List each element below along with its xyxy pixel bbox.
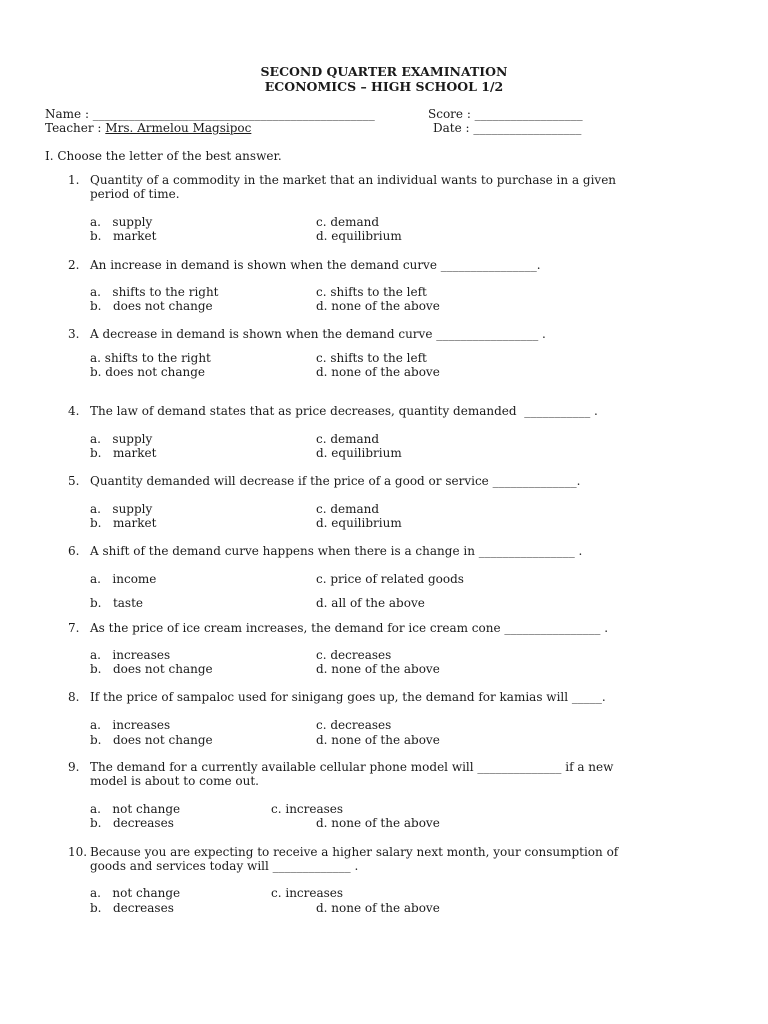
date-field: Date : __________________ bbox=[433, 121, 582, 135]
choice-b: b. does not change bbox=[90, 299, 213, 313]
question-number: 8. bbox=[68, 690, 80, 704]
choice-a: a. shifts to the right bbox=[90, 351, 211, 365]
exam-subtitle: ECONOMICS – HIGH SCHOOL 1/2 bbox=[264, 79, 504, 94]
choice-d: d. none of the above bbox=[316, 299, 440, 313]
question-number: 2. bbox=[68, 258, 80, 272]
choice-a: a. not change bbox=[90, 802, 181, 816]
choice-a: a. increases bbox=[90, 718, 171, 732]
choice-c: c. demand bbox=[316, 432, 380, 446]
choice-a: a. supply bbox=[90, 215, 153, 229]
choice-c: c. increases bbox=[271, 802, 344, 816]
choice-d: d. equilibrium bbox=[316, 516, 402, 530]
choice-a: a. increases bbox=[90, 648, 171, 662]
question-number: 10. bbox=[68, 845, 88, 859]
question-text: goods and services today will _____________ . bbox=[90, 859, 359, 873]
choice-c: c. shifts to the left bbox=[316, 351, 427, 365]
question-number: 3. bbox=[68, 327, 80, 341]
choice-c: c. decreases bbox=[316, 718, 392, 732]
question-text: A shift of the demand curve happens when there is a change in ________________ . bbox=[90, 544, 583, 558]
question-number: 4. bbox=[68, 404, 80, 418]
instructions: I. Choose the letter of the best answer. bbox=[45, 149, 282, 163]
choice-b: b. decreases bbox=[90, 901, 174, 915]
choice-c: c. increases bbox=[271, 886, 344, 900]
question-number: 6. bbox=[68, 544, 80, 558]
question-text: The demand for a currently available cellular phone model will ______________ if a new bbox=[90, 760, 614, 774]
exam-title: SECOND QUARTER EXAMINATION bbox=[260, 64, 508, 79]
choice-c: c. demand bbox=[316, 215, 380, 229]
choice-b: b. does not change bbox=[90, 662, 213, 676]
choice-d: d. none of the above bbox=[316, 365, 440, 379]
choice-d: d. all of the above bbox=[316, 596, 425, 610]
question-number: 5. bbox=[68, 474, 80, 488]
question-number: 7. bbox=[68, 621, 80, 635]
teacher-name: Mrs. Armelou Magsipoc bbox=[105, 121, 252, 135]
choice-d: d. equilibrium bbox=[316, 229, 402, 243]
choice-d: d. equilibrium bbox=[316, 446, 402, 460]
choice-c: c. decreases bbox=[316, 648, 392, 662]
question-number: 9. bbox=[68, 760, 80, 774]
choice-a: a. supply bbox=[90, 502, 153, 516]
question-text: Because you are expecting to receive a higher salary next month, your consumption of bbox=[90, 845, 619, 859]
choice-a: a. not change bbox=[90, 886, 181, 900]
choice-b: b. market bbox=[90, 229, 157, 243]
choice-c: c. demand bbox=[316, 502, 380, 516]
choice-b: b. market bbox=[90, 446, 157, 460]
question-number: 1. bbox=[68, 173, 80, 187]
question-text: period of time. bbox=[90, 187, 180, 201]
question-text: Quantity demanded will decrease if the price of a good or service ______________. bbox=[90, 474, 581, 488]
choice-b: b. does not change bbox=[90, 365, 205, 379]
question-text: As the price of ice cream increases, the demand for ice cream cone ________________ . bbox=[90, 621, 609, 635]
choice-b: b. does not change bbox=[90, 733, 213, 747]
choice-a: a. supply bbox=[90, 432, 153, 446]
choice-a: a. income bbox=[90, 572, 157, 586]
choice-b: b. taste bbox=[90, 596, 143, 610]
choice-b: b. market bbox=[90, 516, 157, 530]
choice-c: c. price of related goods bbox=[316, 572, 464, 586]
question-text: Quantity of a commodity in the market that an individual wants to purchase in a given bbox=[90, 173, 617, 187]
choice-d: d. none of the above bbox=[316, 662, 440, 676]
choice-b: b. decreases bbox=[90, 816, 174, 830]
name-field: Name : _______________________________________________ bbox=[45, 107, 375, 121]
choice-c: c. shifts to the left bbox=[316, 285, 427, 299]
teacher-line bbox=[45, 121, 251, 135]
question-text: model is about to come out. bbox=[90, 774, 259, 788]
question-text: If the price of sampaloc used for sinigang goes up, the demand for kamias will _____. bbox=[90, 690, 606, 704]
question-text: A decrease in demand is shown when the demand curve _________________ . bbox=[90, 327, 546, 341]
choice-d: d. none of the above bbox=[316, 901, 440, 915]
question-text: An increase in demand is shown when the demand curve ________________. bbox=[90, 258, 541, 272]
score-field: Score : __________________ bbox=[428, 107, 583, 121]
choice-d: d. none of the above bbox=[316, 733, 440, 747]
choice-d: d. none of the above bbox=[316, 816, 440, 830]
choice-a: a. shifts to the right bbox=[90, 285, 219, 299]
teacher-label: Teacher : bbox=[45, 121, 106, 135]
question-text: The law of demand states that as price decreases, quantity demanded ___________ . bbox=[90, 404, 598, 418]
